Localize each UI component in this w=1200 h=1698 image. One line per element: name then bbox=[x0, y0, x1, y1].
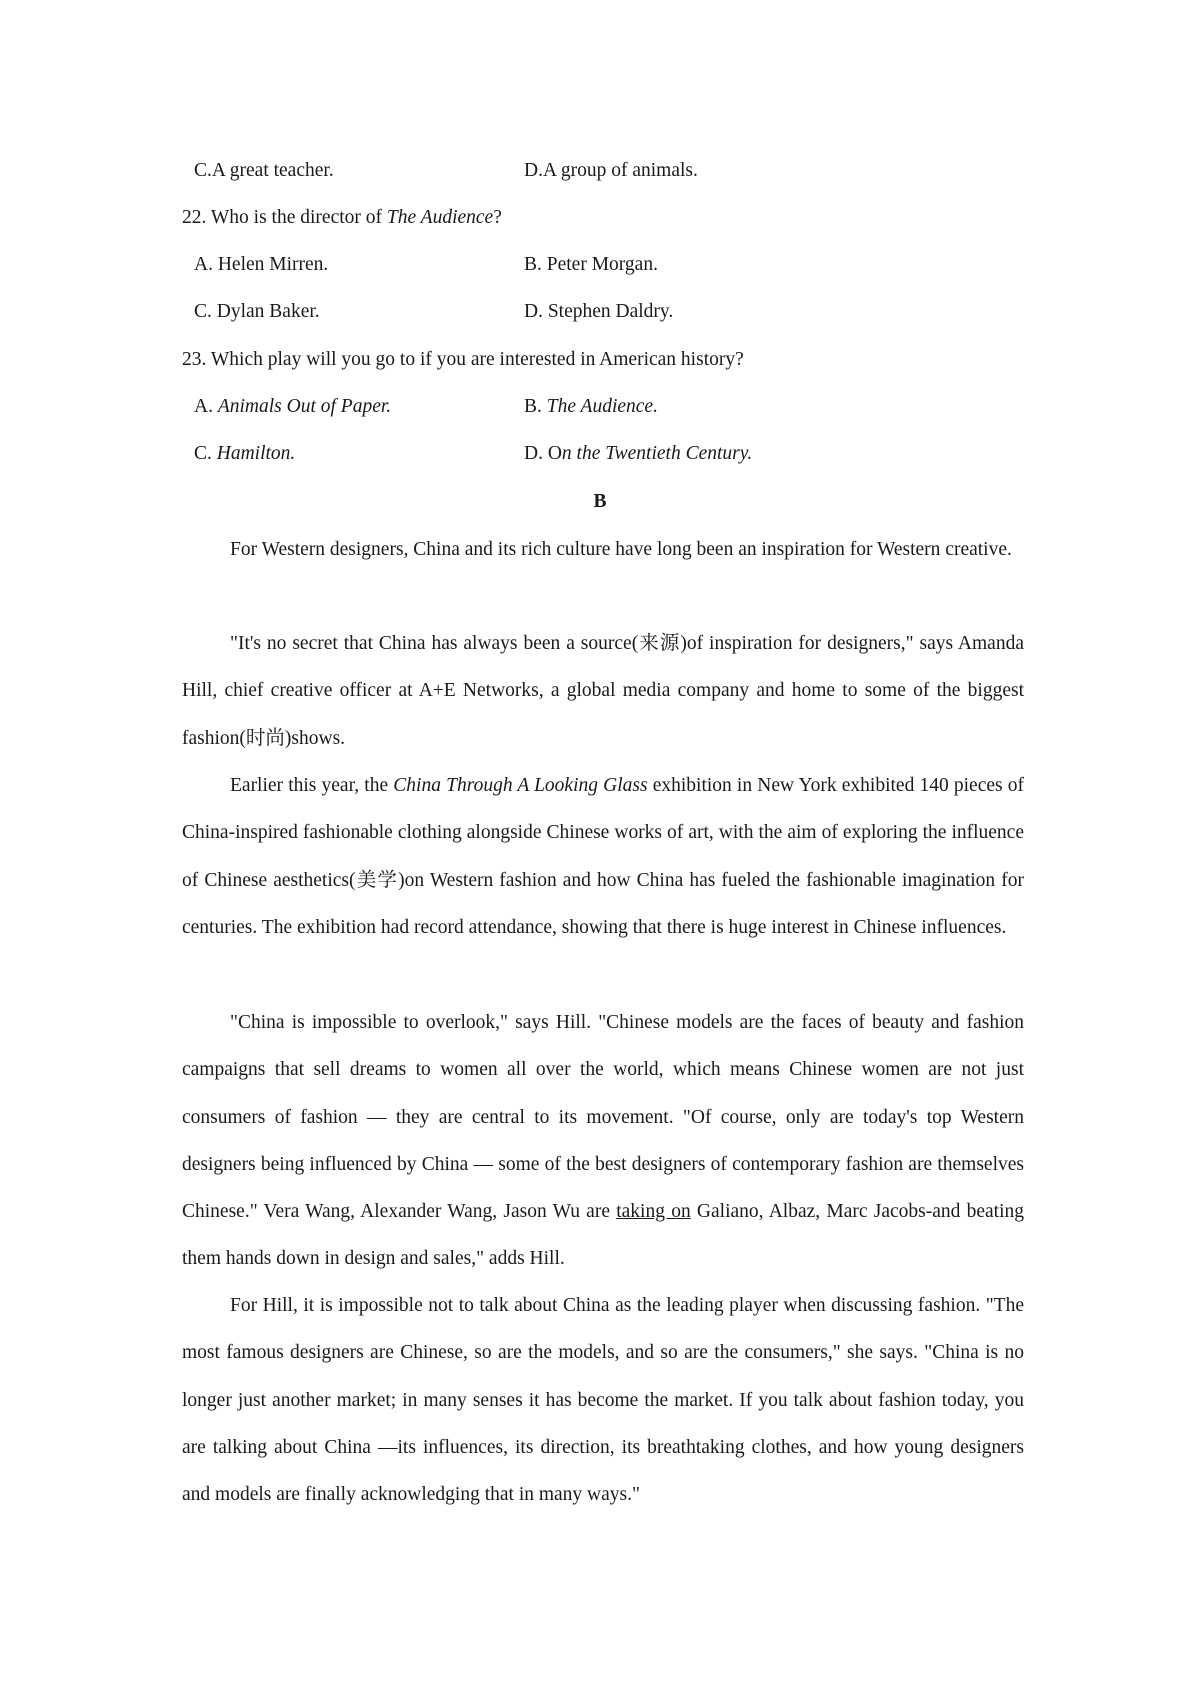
q23-option-c-title: Hamilton. bbox=[216, 443, 296, 464]
q22-option-c: C. Dylan Baker. bbox=[194, 301, 320, 322]
passage-paragraph-3 bbox=[182, 762, 1024, 951]
q22-stem bbox=[182, 206, 502, 230]
exhibition-title: China Through A Looking Glass bbox=[393, 775, 648, 796]
passage-paragraph-1: For Western designers, China and its rich culture have long been an inspiration for Western creative. bbox=[230, 539, 1012, 560]
q21-option-d: D.A group of animals. bbox=[524, 160, 698, 181]
q23-option-a-title: Animals Out of Paper. bbox=[217, 396, 392, 417]
underlined-phrase: taking on bbox=[616, 1201, 691, 1223]
q22-stem-after: ? bbox=[493, 207, 502, 228]
q23-option-d bbox=[524, 442, 752, 466]
q23-option-c bbox=[194, 442, 295, 466]
q22-stem-title: The Audience bbox=[386, 207, 494, 228]
passage-paragraph-3-before: Earlier this year, the bbox=[230, 775, 394, 796]
section-heading: B bbox=[593, 491, 607, 512]
q21-option-c: C.A great teacher. bbox=[194, 160, 334, 181]
q23-option-d-title: n the Twentieth Century. bbox=[561, 443, 753, 464]
q22-stem-before: 22. Who is the director of bbox=[182, 207, 387, 228]
q23-option-a bbox=[194, 395, 391, 419]
q23-option-c-letter: C. bbox=[194, 443, 217, 464]
passage-paragraph-2: "It's no secret that China has always been a source(来源)of inspiration for designers," says Amanda Hill, chief creative officer at A+E Networks, a global media company and home to some of the biggest fashion(时尚)shows. bbox=[182, 633, 1024, 749]
q23-option-d-letter: D. O bbox=[524, 443, 562, 464]
q23-option-b bbox=[524, 395, 658, 419]
passage-paragraph-4 bbox=[182, 999, 1024, 1283]
passage-paragraph-5: For Hill, it is impossible not to talk about China as the leading player when discussing fashion. "The most famous designers are Chinese, so are the models, and so are the consumers," she says. "China is no longer just another market; in many senses it has become the market. If you talk about fashion today, you are talking about China —its influences, its direction, its breathtaking clothes, and how young designers and models are finally acknowledging that in many ways." bbox=[182, 1295, 1024, 1506]
q22-option-d: D. Stephen Daldry. bbox=[524, 301, 674, 322]
q23-option-b-title: The Audience. bbox=[546, 396, 658, 417]
q23-stem: 23. Which play will you go to if you are interested in American history? bbox=[182, 349, 744, 370]
passage-paragraph-4-before: "China is impossible to overlook," says Hill. "Chinese models are the faces of beauty and fashion campaigns that sell dreams to women all over the world, which means Chinese women are not just consumers of fashion — they are central to its movement. "Of course, only are today's top Western designers being influenced by China — some of the best designers of contemporary fashion are themselves Chinese." Vera Wang, Alexander Wang, Jason Wu are bbox=[182, 1012, 1024, 1223]
q23-option-b-letter: B. bbox=[524, 396, 547, 417]
passage-paragraph-3-after: exhibition in New York exhibited 140 pieces of China-inspired fashionable clothing alongside Chinese works of art, with the aim of exploring the influence of Chinese aesthetics(美学)on Western fashion and how China has fueled the fashionable imagination for centuries. The exhibition had record attendance, showing that there is huge interest in Chinese influences. bbox=[182, 775, 1024, 938]
passage-paragraph-4-after: Galiano, Albaz, Marc Jacobs-and beating them hands down in design and sales," adds Hill. bbox=[182, 1201, 1024, 1270]
q22-option-b: B. Peter Morgan. bbox=[524, 254, 658, 275]
q22-option-a: A. Helen Mirren. bbox=[194, 254, 329, 275]
q23-option-a-letter: A. bbox=[194, 396, 218, 417]
